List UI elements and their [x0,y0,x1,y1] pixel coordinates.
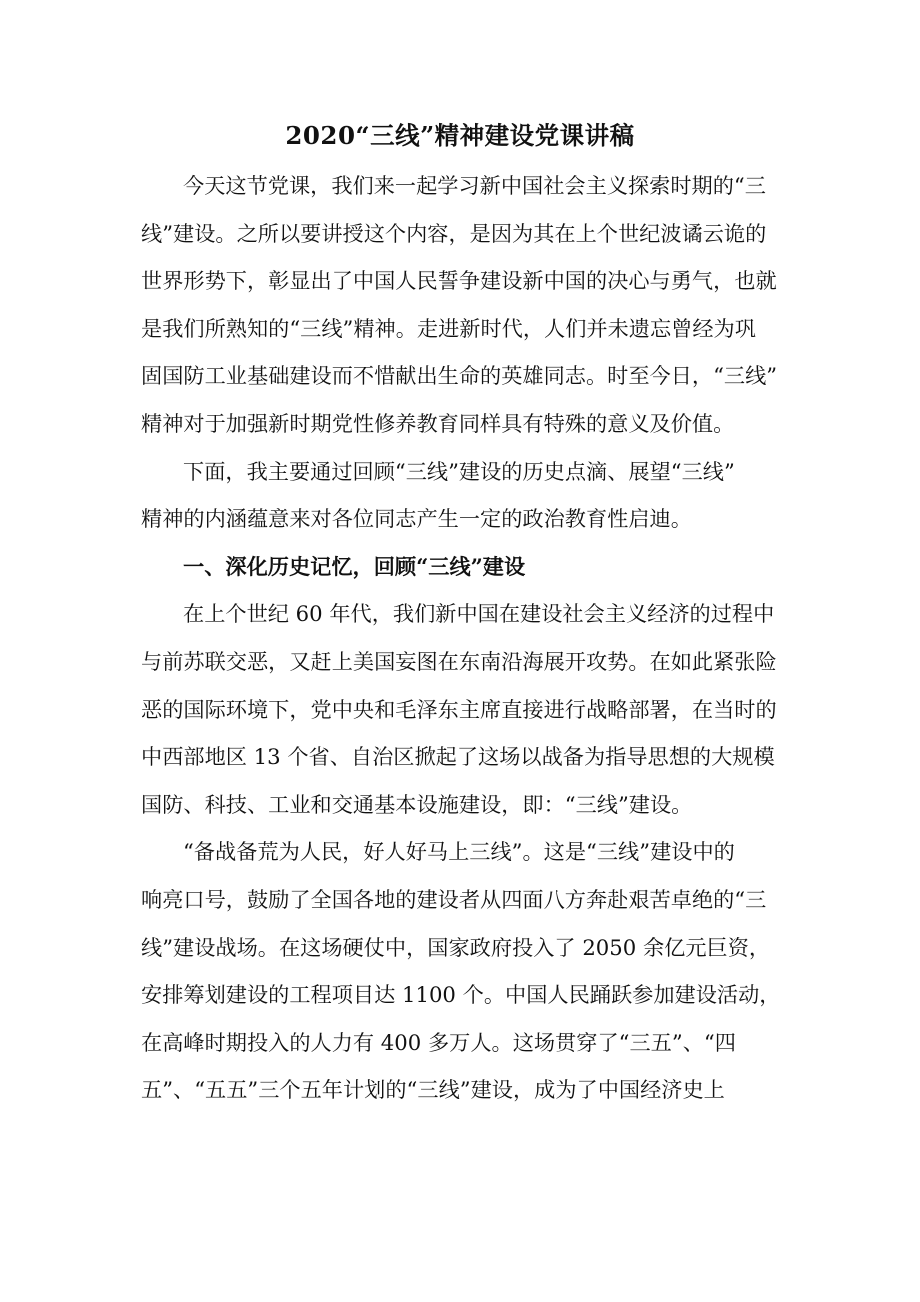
section-heading: 一、深化历史记忆，回顾“三线”建设 [183,553,526,579]
paragraph-line: 下面，我主要通过回顾“三线”建设的历史点滴、展望“三线” [183,458,735,484]
paragraph-line: 与前苏联交恶，又赶上美国妄图在东南沿海展开攻势。在如此紧张险 [141,648,777,674]
paragraph-line: 今天这节党课，我们来一起学习新中国社会主义探索时期的“三 [183,173,766,198]
paragraph-line: 世界形势下，彰显出了中国人民誓争建设新中国的决心与勇气，也就 [141,268,777,294]
paragraph-line: 国防、科技、工业和交通基本设施建设，即：“三线”建设。 [141,791,693,817]
paragraph-line: 安排筹划建设的工程项目达 1100 个。中国人民踊跃参加建设活动， [141,982,781,1008]
paragraph-line: 恶的国际环境下，党中央和毛泽东主席直接进行战略部署，在当时的 [141,696,777,722]
paragraph-line: “备战备荒为人民，好人好马上三线”。这是“三线”建设中的 [183,839,735,865]
paragraph-line: 五”、“五五”三个五年计划的“三线”建设，成为了中国经济史上 [141,1077,725,1103]
paragraph-line: 是我们所熟知的“三线”精神。走进新时代，人们并未遗忘曾经为巩 [141,315,756,341]
paragraph-line: 在高峰时期投入的人力有 400 多万人。这场贯穿了“三五”、“四 [141,1029,736,1055]
paragraph-line: 线”建设战场。在这场硬仗中，国家政府投入了 2050 余亿元巨资， [141,934,771,960]
paragraph-line: 精神对于加强新时期党性修养教育同样具有特殊的意义及价值。 [141,410,735,436]
paragraph-line: 在上个世纪 60 年代，我们新中国在建设社会主义经济的过程中 [183,601,775,627]
paragraph-line: 线”建设。之所以要讲授这个内容，是因为其在上个世纪波谲云诡的 [141,220,767,246]
document-title: 2020“三线”精神建设党课讲稿 [285,121,635,150]
paragraph-line: 响亮口号，鼓励了全国各地的建设者从四面八方奔赴艰苦卓绝的“三 [141,886,767,912]
paragraph-line: 固国防工业基础建设而不惜献出生命的英雄同志。时至今日，“三线” [141,363,778,389]
paragraph-line: 精神的内涵蕴意来对各位同志产生一定的政治教育性启迪。 [141,506,692,532]
document-body [141,162,781,1114]
paragraph-line: 中西部地区 13 个省、自治区掀起了这场以战备为指导思想的大规模 [141,744,775,770]
